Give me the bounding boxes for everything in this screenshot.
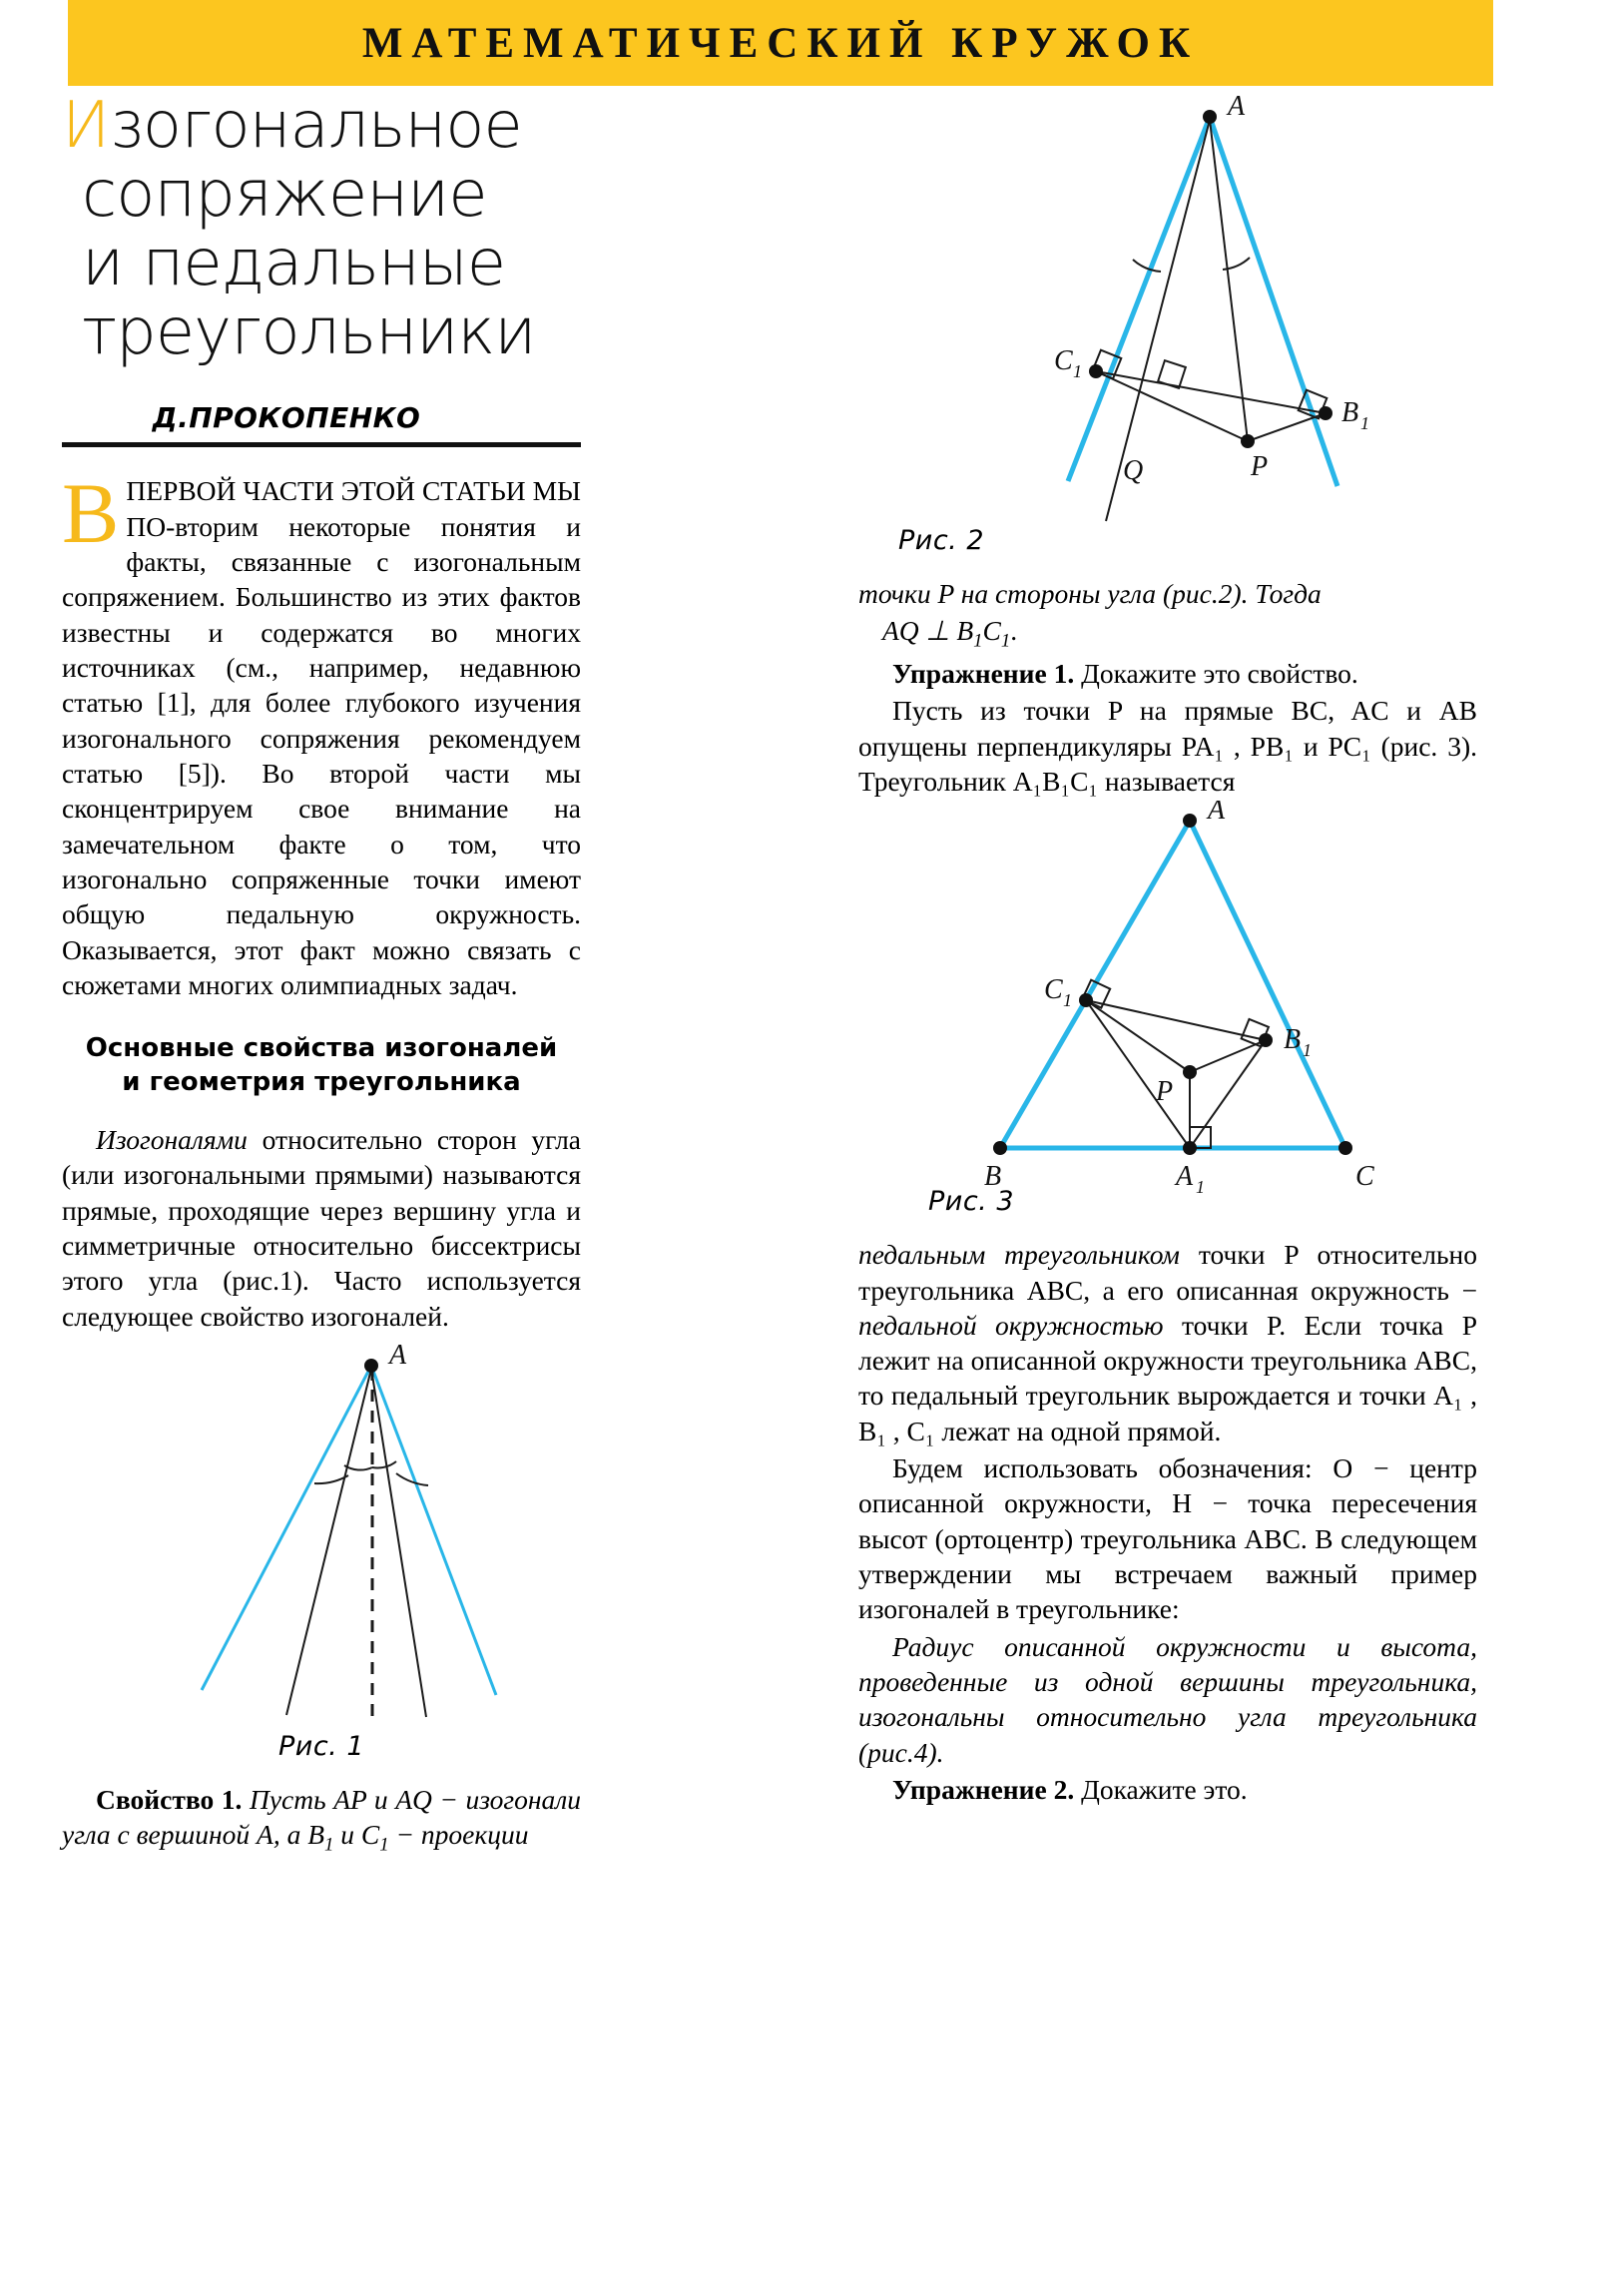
exercise-1-label: Упражнение 1. <box>892 657 1075 689</box>
fig2-label-Q: Q <box>1123 455 1144 486</box>
fig3-point-C <box>1338 1141 1352 1155</box>
figure-1 <box>97 1336 546 1725</box>
title-line-1-rest: зогональное <box>109 89 522 163</box>
fig3-seg-C1-A1 <box>1086 1000 1190 1148</box>
fig1-cyan-ray-right <box>371 1366 496 1695</box>
property-1-m4: B <box>307 1819 325 1851</box>
property-1-m5: C <box>360 1819 380 1851</box>
fig3-label-C1: C <box>1044 974 1063 1006</box>
fig1-isogonal-left <box>286 1369 371 1715</box>
fig2-label-P: P <box>1251 451 1269 482</box>
exercise-1-text: Докажите это свойство. <box>1074 657 1358 689</box>
fig3-side-AC <box>1190 821 1345 1148</box>
fig2-point-P <box>1241 434 1255 448</box>
fig1-angle-arc-inner-right <box>372 1461 396 1467</box>
lead-smallcaps: ПЕРВОЙ ЧАСТИ ЭТОЙ СТАТЬИ МЫ ПО- <box>126 475 581 542</box>
cont-math-P: P <box>937 578 954 609</box>
fig2-label-B1: B <box>1341 397 1359 428</box>
fig1-cyan-ray-left <box>202 1366 371 1690</box>
exercise-2-text: Докажите это. <box>1074 1774 1248 1806</box>
fig2-label-B1-sub: 1 <box>1360 413 1369 433</box>
property-1-m2: AQ <box>395 1783 432 1815</box>
figure-3 <box>908 801 1427 1200</box>
right-column <box>858 92 1477 1809</box>
property-1-m4-sub: 1 <box>324 1834 334 1856</box>
paragraph-continuation <box>858 576 1477 611</box>
banner-title: МАТЕМАТИЧЕСКИЙ КРУЖОК <box>361 19 1200 67</box>
property-1-m1: AP <box>333 1783 367 1815</box>
paragraph-pedal <box>858 1237 1477 1448</box>
section-heading <box>62 1032 581 1100</box>
fig3-label-B1: B <box>1284 1024 1302 1056</box>
title-drop-letter: И <box>62 89 110 163</box>
fig1-vertex-A-point <box>364 1359 378 1373</box>
fig2-label-C1-sub: 1 <box>1073 361 1082 381</box>
fig3-label-C1-sub: 1 <box>1063 990 1072 1011</box>
property-1-m3: A <box>257 1819 273 1851</box>
exercise-1 <box>858 656 1477 691</box>
fig3-label-B1-sub: 1 <box>1303 1040 1312 1061</box>
fig3-point-B1 <box>1259 1033 1273 1047</box>
fig3-label-P: P <box>1156 1076 1174 1108</box>
fig1-isogonal-right <box>371 1369 426 1717</box>
fig3-label-B: B <box>984 1161 1002 1193</box>
fig3-label-A1-sub: 1 <box>1196 1177 1205 1198</box>
title-line-2: сопряжение <box>82 158 487 233</box>
section-heading-line-1: Основные свойства изогоналей <box>85 1033 558 1064</box>
title-line-4: треугольники <box>82 295 536 370</box>
left-column <box>62 89 582 1860</box>
pedal-rest-1: точки P относительно треугольника ABC, а его описанная окружность − <box>858 1239 1477 1306</box>
fig3-seg-C1-B1 <box>1086 1000 1266 1040</box>
lead-paragraph <box>62 465 581 1002</box>
formula-sub-1: 1 <box>973 630 983 652</box>
fig2-seg-C1-P <box>1096 371 1248 441</box>
fig2-label-C1: C <box>1054 345 1073 376</box>
paragraph-notation: Будем использовать обозначения: O − центр описанной окружности, H − точка пересечения высот (ортоцентр) треугольника ABC. В следующем утверждении мы встречаем важный пример изогоналей в треугольнике: <box>858 1452 1477 1625</box>
property-1-t2: и <box>366 1783 396 1815</box>
property-1-m5-sub: 1 <box>379 1834 389 1856</box>
fig2-cyan-ray-right <box>1210 117 1337 486</box>
section-heading-line-2: и геометрия треугольника <box>122 1067 521 1098</box>
figure-3-caption: Рис. 3 <box>928 1186 1015 1218</box>
lead-body: вторим некоторые понятия и факты, связанные с изогональным сопряжением. Большинство из этих фактов известны и содержатся во многих источниках (см., например, недавнюю статью [1], для более глубокого изучения изогонального сопряжения рекомендуем статью [5]). Во второй части мы сконцентрируем свое внимание на замечательном факте о том, что изогонально сопряженные точки имеют общую педальную окружность. Оказывается, этот факт можно связать с сюжетами многих олимпиадных задач. <box>62 510 581 1001</box>
term-pedal-triangle: педальным треугольником <box>858 1239 1180 1271</box>
article-author: Д.ПРОКОПЕНКО <box>152 401 421 435</box>
fig2-point-A <box>1203 110 1217 124</box>
property-1-t5: и <box>333 1819 361 1851</box>
fig3-point-A1 <box>1183 1141 1197 1155</box>
figure-2 <box>918 82 1417 551</box>
fig3-point-A <box>1183 814 1197 828</box>
term-pedal-circle: педальной окружностью <box>858 1309 1164 1341</box>
property-1-t3: − изогонали угла с вершиной <box>62 1783 582 1851</box>
fig2-line-AQ <box>1106 120 1210 521</box>
fig3-point-P <box>1183 1065 1197 1079</box>
formula-AQ-perp <box>858 613 1477 654</box>
article-title <box>62 89 581 370</box>
property-1-t4: , а <box>272 1819 308 1851</box>
fig3-label-A: A <box>1208 801 1226 827</box>
title-line-1 <box>62 89 581 163</box>
fig2-seg-C1-B1 <box>1096 371 1326 413</box>
cont-t2: на стороны угла (рис.2). Тогда <box>953 578 1322 609</box>
fig2-cyan-ray-left <box>1068 117 1210 481</box>
term-isogonals: Изогоналями <box>96 1123 248 1155</box>
paragraph-isogonals-rest: относительно сторон угла (или изогональными прямыми) называются прямые, проходящие через вершину угла и симметричные относительно биссектрисы этого угла (рис.1). Часто используется следующее свойство изогоналей. <box>62 1123 581 1332</box>
fig3-label-C: C <box>1355 1161 1374 1193</box>
formula-part-2: C <box>982 615 1001 647</box>
formula-sub-2: 1 <box>1000 630 1011 652</box>
property-1-t6: − проекции <box>388 1819 529 1851</box>
paragraph-theorem: Радиус описанной окружности и высота, проведенные из одной вершины треугольника, изогональны относительно угла треугольника (рис.4). <box>858 1630 1477 1768</box>
fig2-point-B1 <box>1319 406 1332 420</box>
header-banner <box>68 0 1493 86</box>
property-1-paragraph <box>62 1782 581 1858</box>
fig1-label-A: A <box>389 1339 407 1371</box>
pedal-rest-2: точки P. Если точка P лежит на описанной окружности треугольника ABC, то педальный треугольник вырождается и точки A₁ , B₁ , C₁ лежат на одной прямой. <box>858 1309 1477 1446</box>
exercise-2 <box>858 1772 1477 1807</box>
property-1-label: Свойство 1. <box>96 1783 243 1815</box>
paragraph-isogonals <box>62 1122 581 1334</box>
fig2-point-C1 <box>1089 364 1103 378</box>
title-line-3: и педальные <box>82 227 506 301</box>
fig1-angle-arc-inner-left <box>344 1465 372 1470</box>
fig2-label-A: A <box>1228 91 1246 122</box>
formula-period: . <box>1010 615 1018 647</box>
paragraph-perpendiculars: Пусть из точки P на прямые BC, AC и AB опущены перпендикуляры PA₁ , PB₁ и PC₁ (рис. 3). Треугольник A₁B₁C₁ называется <box>858 695 1477 797</box>
fig2-angle-arc-left <box>1133 260 1161 272</box>
exercise-2-label: Упражнение 2. <box>892 1774 1075 1806</box>
figure-1-caption: Рис. 1 <box>277 1730 365 1762</box>
property-1-t1: Пусть <box>242 1783 334 1815</box>
lead-drop-cap: В <box>62 465 120 562</box>
cont-t1: точки <box>858 578 938 609</box>
fig3-point-C1 <box>1079 993 1093 1007</box>
fig3-point-B <box>993 1141 1007 1155</box>
byline-divider <box>62 442 581 447</box>
fig3-label-A1: A <box>1176 1161 1194 1193</box>
figure-2-caption: Рис. 2 <box>898 525 985 556</box>
formula-part-1: AQ ⊥ B <box>882 615 974 647</box>
